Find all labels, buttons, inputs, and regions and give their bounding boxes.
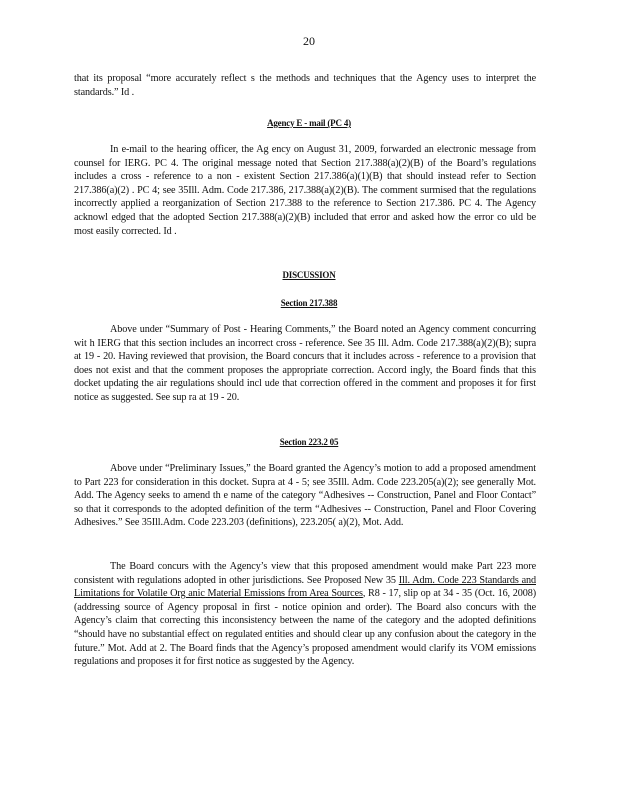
- page-number: 20: [303, 34, 315, 48]
- section-223-paragraph-2: [74, 560, 536, 669]
- section-223-paragraph-2-post: , R8 - 17, slip op at 34 - 35 (Oct. 16, 2008) (addressing source of Agency proposal in first - notice opinion and order). The Board also concurs with the Agency’s claim that correcting this inconsistency between the name of the category and the adopted definitions “should have no substantial effect on regulated entities and should clear up any confusion about the category in the future.” Mot. Add at 2. The Board finds that the Agency’s proposed amendment would clarify its VOM emissions regulations and proposes it for first notice as suggested by the Agency.: [74, 588, 536, 668]
- section-223-paragraph-1: Above under “Preliminary Issues,” the Board granted the Agency’s motion to add a proposed amendment to Part 223 for consideration in this docket. Supra at 4 - 5; see 35Ill. Adm. Code 223.205(a)(2); see generally Mot. Add. The Agency seeks to amend th e name of the category “Adhesives -- Construction, Panel and Floor Contact” so that it corresponds to the adopted definition of the term “Adhesives -- Construction, Panel and Floor Covering Adhesives.” See 35Ill.Adm. Code 223.203 (definitions), 223.205( a)(2), Mot. Add.: [74, 463, 536, 529]
- heading-section-223: [0, 437, 618, 447]
- heading-agency-email-text: Agency E - mail (PC 4): [267, 118, 351, 128]
- heading-discussion: [0, 270, 618, 280]
- section-223-paragraph-2-pre: The Board concurs with the Agency’s view that this proposed amendment would make Part 223 more consistent with regulations adopted in other jurisdictions. See Proposed New 35: [74, 561, 536, 586]
- heading-section-223-text: Section 223.2 05: [279, 437, 339, 447]
- heading-discussion-text: DISCUSSION: [282, 270, 336, 280]
- section-217-paragraph: Above under “Summary of Post - Hearing Comments,” the Board noted an Agency comment concurring wit h IERG that this section includes an incorrect cross - reference. See 35 Ill. Adm. Code 217.388(a)(2)(B); supra at 19 - 20. Having reviewed that provision, the Board concurs that it includes across - reference to a provision that does not exist and that the comment proposes the appropriate correction. Accord ingly, the Board finds that this docket updating the air regulations should incl ude that correction offered in the comment and proposes it for first notice as suggested. See sup ra at 19 - 20.: [74, 324, 536, 403]
- proposed-rule-citation: Ill. Adm. Code 223 Standards and Limitations for Volatile Org anic Material Emissions from Area Sources: [74, 574, 536, 600]
- email-paragraph: In e-mail to the hearing officer, the Ag ency on August 31, 2009, forwarded an electronic message from counsel for IERG. PC 4. The original message noted that Section 217.388(a)(2)(B) of the Board’s regulations includes a cross - reference to a non - existent Section 217.386(a)(1)(B) that should instead refer to Section 217.386(a)(2) . PC 4; see 35Ill. Adm. Code 217.386, 217.388(a)(2)(B). The comment surmised that the regulations incorrectly applied a reorganization of Section 217.388 to the reference to Section 217.386. PC 4. The Agency acknowl edged that the adopted Section 217.388(a)(2)(B) included that error and asked how the error co uld be most easily corrected. Id .: [74, 144, 536, 237]
- intro-paragraph: that its proposal “more accurately reflect s the methods and techniques that the Agency uses to interpret the standards.” Id .: [74, 73, 536, 98]
- heading-agency-email: [0, 118, 618, 128]
- heading-section-217-text: Section 217.388: [280, 298, 338, 308]
- heading-section-217: [0, 298, 618, 308]
